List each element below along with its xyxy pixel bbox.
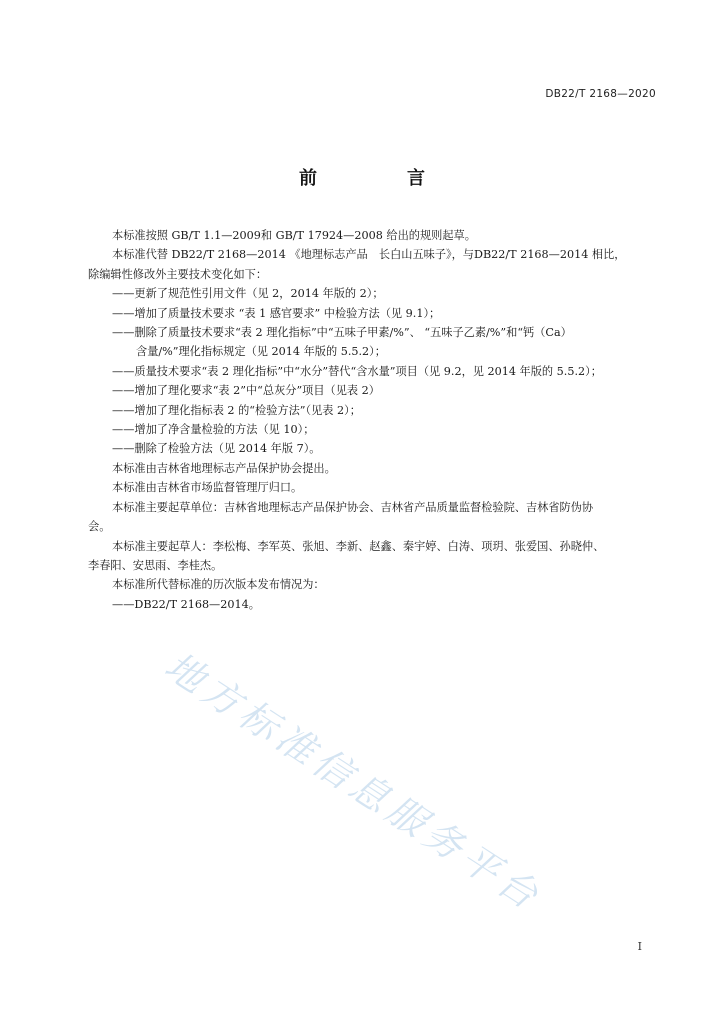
page-title: 前 言: [299, 168, 461, 189]
change-item: ——删除了检验方法（见 2014 年版 7）。: [112, 442, 321, 456]
paragraph-drafting-rules: 本标准按照 GB/T 1.1—2009和 GB/T 17924—2008 给出的规则起草。: [112, 229, 476, 242]
change-item: ——删除了质量技术要求“表 2 理化指标”中“五味子甲素/%”、 “五味子乙素/%”和“钙（Ca）: [112, 326, 572, 340]
paragraph-drafting-units-line2: 会。: [88, 520, 111, 534]
change-item-continued: 含量/%”理化指标规定（见 2014 年版的 5.5.2）；: [136, 345, 386, 359]
page-number: I: [637, 940, 642, 953]
paragraph-administrator: 本标准由吉林省市场监督管理厅归口。: [112, 481, 303, 495]
paragraph-history-intro: 本标准所代替标准的历次版本发布情况为：: [112, 578, 325, 592]
change-item: ——更新了规范性引用文件（见 2，2014 年版的 2）；: [112, 287, 384, 301]
paragraph-replaces-line1: 本标准代替 DB22/T 2168—2014 《地理标志产品 长白山五味子》，与DB22/T 2168—2014 相比，: [112, 248, 626, 262]
watermark: 地方标准信息服务平台: [157, 643, 551, 921]
standard-code: DB22/T 2168—2020: [545, 88, 656, 100]
change-item: ——增加了理化要求“表 2”中“总灰分”项目（见表 2）: [112, 384, 380, 398]
change-item: ——增加了质量技术要求 “表 1 感官要求” 中检验方法（见 9.1）；: [112, 306, 441, 320]
paragraph-replaces-line2: 除编辑性修改外主要技术变化如下：: [88, 267, 268, 281]
paragraph-drafters-line2: 李春阳、安思雨、李桂杰。: [88, 558, 223, 572]
foreword-body: [88, 226, 654, 614]
change-item: ——质量技术要求“表 2 理化指标”中“水分”替代“含水量”项目（见 9.2，见 2014 年版的 5.5.2）；: [112, 364, 602, 378]
paragraph-drafting-units-line1: 本标准主要起草单位：吉林省地理标志产品保护协会、吉林省产品质量监督检验院、吉林省防伪协: [112, 500, 594, 514]
paragraph-history-item: ——DB22/T 2168—2014。: [112, 597, 260, 611]
change-item: ——增加了理化指标表 2 的“检验方法”（见表 2）；: [112, 403, 361, 417]
paragraph-drafters-line1: 本标准主要起草人：李松梅、李军英、张旭、李新、赵鑫、秦宇婷、白涛、项玥、张爱国、孙晓仲、: [112, 539, 605, 553]
paragraph-proposer: 本标准由吉林省地理标志产品保护协会提出。: [112, 461, 336, 475]
change-item: ——增加了净含量检验的方法（见 10）；: [112, 423, 315, 437]
